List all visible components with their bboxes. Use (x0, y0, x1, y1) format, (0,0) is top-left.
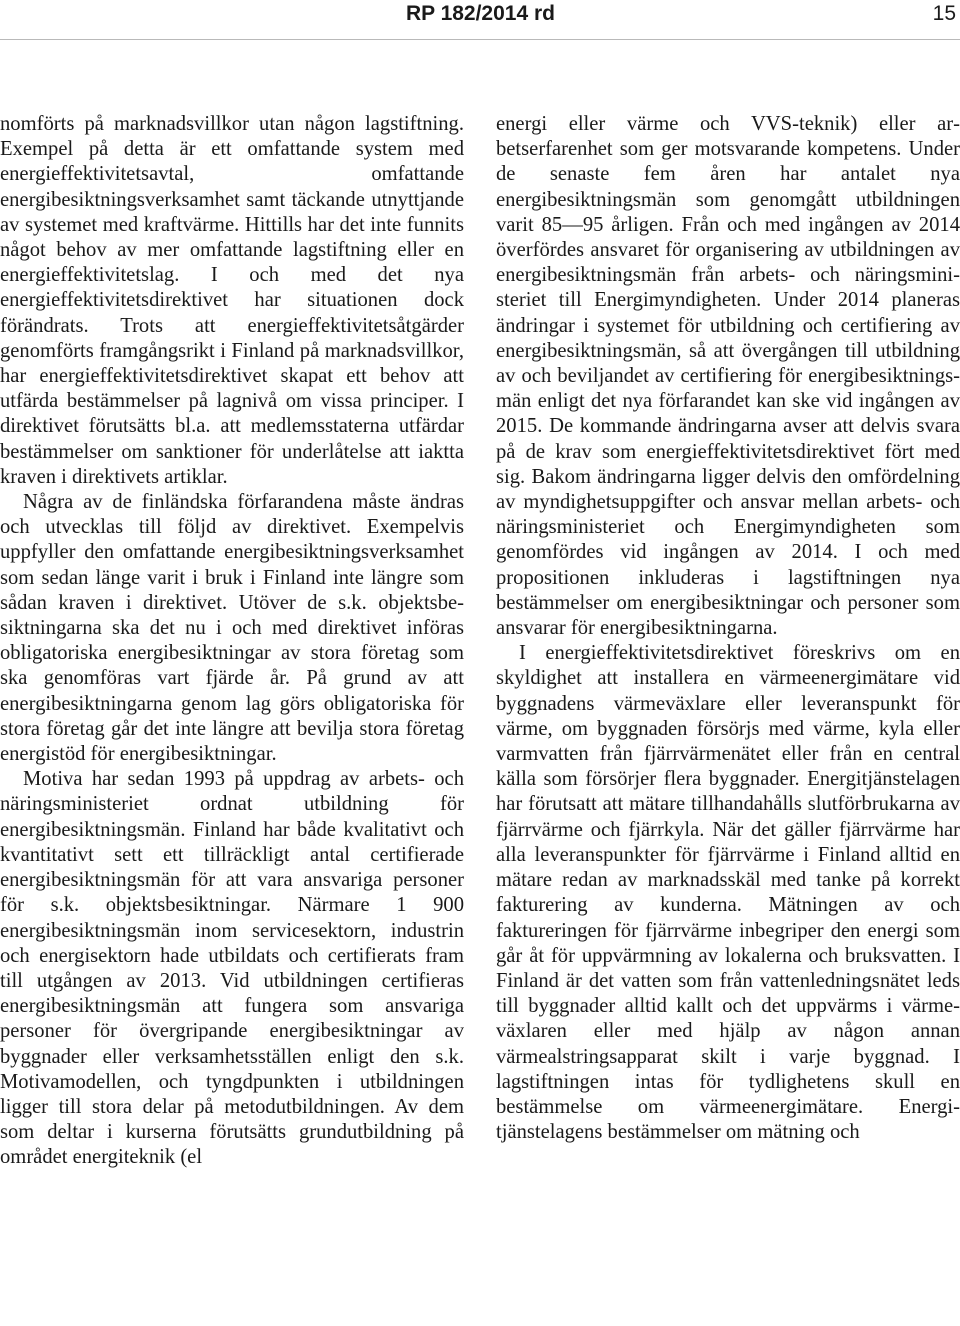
right-text-column (496, 112, 960, 1326)
page-number: 15 (932, 2, 956, 25)
right-paragraph-1: energi eller värme och VVS-teknik) eller arbetserfarenhet som ger motsvarande kompetens. Under de senaste fem åren har antalet nya energibesiktningsmän som genomgått utbildningen varit 85—95 årligen. Från och med ingången av 2014 överfördes ansvaret för organisering av utbildningen av energibesiktningsmän från arbets- och näringsministeriet till Energimyndigheten. Under 2014 planeras ändringar i systemet för utbildning och certifiering av energibesiktningsmän, så att övergången till utbildning av och beviljandet av certifiering för energibesiktningsmän enligt det nya förfarandet kan ske vid ingången av 2015. De kommande ändringarna avser att delvis svara på de krav som energieffektivitetsdirektivet fört med sig. Bakom ändringarna ligger delvis den omfördelning av myndighetsuppgifter och ansvar mellan arbets- och näringsministeriet och Energimyndigheten som genomfördes vid ingången av 2014. I och med propositionen inkluderas i lagstiftningen nya bestämmelser om energibesiktningar och personer som ansvarar för energibesiktningarna. (496, 113, 960, 640)
left-paragraph-3: Motiva har sedan 1993 på uppdrag av arbets- och näringsministeriet ordnat utbildning för energibesiktningsmän. Finland har både kvalitativt och kvantitativt sett ett tillräckligt antal certifierade energibesiktningsmän för att vara ansvariga personer för s.k. objektsbesiktningar. Närmare 1 900 energibesiktningsmän inom servicesektorn, industrin och energisektorn hade utbildats och certifierats fram till utgången av 2013. Vid utbildningen certifieras energibesiktningsmän att fungera som ansvariga personer för övergripande energibesiktningar av byggnader eller verksamhetsställen enligt den s.k. Motivamodellen, och tyngdpunkten i utbildningen ligger till stora delar på metodutbildningen. Av dem som deltar i kurserna förutsätts grundutbildning på området energiteknik (el (0, 768, 464, 1169)
document-reference: RP 182/2014 rd (405, 2, 555, 25)
left-paragraph-2: Några av de finländska förfarandena måste ändras och utvecklas till följd av direktivet. Exempelvis uppfyller den omfattande energibesiktningsverksamhet som sedan länge varit i bruk i Finland inte längre som sådan kraven i direktivet. Utöver de s.k. objektsbesiktningarna ska det nu i och med direktivet införas obligatoriska energibesiktningar av stora företag som ska genomföras vart fjärde år. På grund av att energibesiktningarna genom lag görs obligatoriska för stora företag går det inte längre att bevilja stora företag energistöd för energibesiktningar. (0, 491, 464, 766)
left-paragraph-1: nomförts på marknadsvillkor utan någon lagstiftning. Exempel på detta är ett omfattande system med energieffektivitetsavtal, omfattande energibesiktningsverksamhet samt täckande utnyttjande av systemet med kraftvärme. Hittills har det inte funnits något behov av mer omfattande lagstiftning eller en energieffektivitetslag. I och med det nya energieffektivitetsdirektivet har situationen dock förändrats. Trots att energieffektivitetsåtgärder genomförts framgångsrikt i Finland på marknadsvillkor, har energieffektivitetsdirektivet skapat ett behov att utfärda bestämmelser på lagnivå om vissa principer. I direktivet förutsätts bl.a. att medlemsstaterna utfärdar bestämmelser om sanktioner för underlåtelse att iaktta kraven i direktivets artiklar. (0, 113, 464, 488)
right-paragraph-2: I energieffektivitetsdirektivet föreskrivs om en skyldighet att installera en värmeenergimätare vid byggnadens värmeväxlare eller leveranspunkt för värme, om byggnaden försörjs med värme, kyla eller varmvatten från fjärrvärmenätet eller från en central källa som försörjer flera byggnader. Energitjänstelagen har förutsatt att mätare tillhandahålls slutförbrukarna av fjärrvärme och fjärrkyla. När det gäller fjärrvärme har alla leveranspunkter för fjärrvärme i Finland alltid en mätare redan av marknadsskäl med tanke på korrekt fakturering av kunderna. Mätningen av och faktureringen för fjärrvärme inbegriper den energi som går åt för uppvärmning av lokalerna och bruksvatten. I Finland är det vatten som från vattenledningsnätet leds till byggnader alltid kallt och det uppvärms i värmeväxlaren eller med hjälp av någon annan värmealstringsapparat skilt i varje byggnad. I lagstiftningen intas för tydlighetens skull en bestämmelse om värmeenergimätare. Energitjänstelagens bestämmelser om mätning och (496, 642, 960, 1144)
header-divider (0, 39, 960, 40)
page-header (0, 0, 960, 40)
left-text-column (0, 112, 464, 1326)
